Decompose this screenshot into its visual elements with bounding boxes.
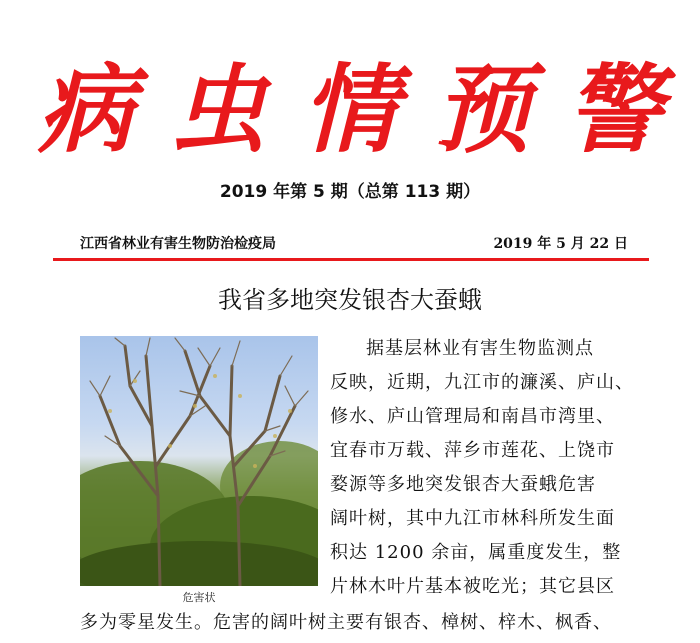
photo-caption: 危害状 xyxy=(182,591,216,604)
article-headline: 我省多地突发银杏大蚕蛾 xyxy=(218,286,482,314)
body-line: 阔叶树，其中九江市林科所发生面 xyxy=(330,508,615,529)
body-line: 据基层林业有害生物监测点 xyxy=(366,338,594,359)
tree-illustration xyxy=(80,336,318,586)
body-line: 片林木叶片基本被吃光；其它县区 xyxy=(330,576,615,597)
publish-date: 2019 年 5 月 22 日 xyxy=(493,236,628,252)
damage-photo xyxy=(80,336,318,586)
body-line: 修水、庐山管理局和南昌市湾里、 xyxy=(330,406,615,427)
body-line: 宜春市万载、萍乡市莲花、上饶市 xyxy=(330,440,615,461)
body-line: 积达 1200 余亩，属重度发生，整 xyxy=(330,542,622,563)
meta-row xyxy=(80,233,628,255)
header-rule xyxy=(53,258,649,261)
article-body xyxy=(330,332,654,604)
body-line: 反映，近期，九江市的濂溪、庐山、 xyxy=(330,372,634,393)
body-line: 婺源等多地突发银杏大蚕蛾危害 xyxy=(330,474,596,495)
masthead-title: 病虫情预警 xyxy=(38,54,698,166)
organization-name: 江西省林业有害生物防治检疫局 xyxy=(80,236,276,252)
article-body-continuation: 多为零星发生。危害的阔叶树主要有银杏、樟树、梓木、枫香、 xyxy=(80,612,612,633)
issue-number: 2019 年第 5 期（总第 113 期） xyxy=(219,182,481,202)
